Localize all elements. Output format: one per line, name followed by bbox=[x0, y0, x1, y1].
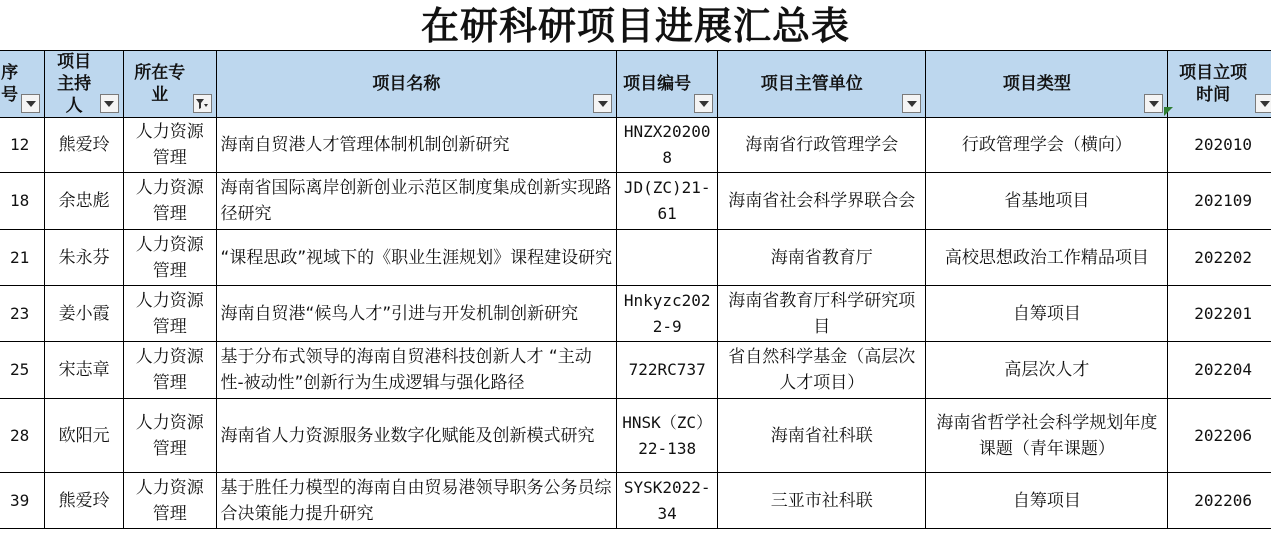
project-type-cell[interactable]: 行政管理学会（横向） bbox=[926, 118, 1168, 173]
date-cell[interactable]: 202204 bbox=[1168, 342, 1271, 399]
table-row bbox=[0, 473, 1271, 529]
leader-cell[interactable]: 欧阳元 bbox=[45, 399, 124, 473]
major-cell[interactable]: 人力资源管理 bbox=[123, 342, 216, 399]
row-id-cell[interactable]: 25 bbox=[0, 342, 45, 399]
row-id-cell[interactable]: 21 bbox=[0, 230, 45, 286]
table-body bbox=[0, 118, 1271, 529]
row-id-cell[interactable]: 23 bbox=[0, 286, 45, 342]
row-id-cell[interactable]: 18 bbox=[0, 173, 45, 230]
date-cell[interactable]: 202109 bbox=[1168, 173, 1271, 230]
dropdown-arrow-icon[interactable] bbox=[593, 94, 612, 113]
major-cell[interactable]: 人力资源管理 bbox=[123, 286, 216, 342]
major-cell[interactable]: 人力资源管理 bbox=[123, 230, 216, 286]
unit-cell[interactable]: 海南省教育厅科学研究项目 bbox=[718, 286, 926, 342]
column-header[interactable] bbox=[617, 51, 718, 118]
unit-cell[interactable]: 海南省社会科学界联合会 bbox=[718, 173, 926, 230]
project-code-cell[interactable]: HNSK（ZC）22-138 bbox=[617, 399, 718, 473]
leader-cell[interactable]: 姜小霞 bbox=[45, 286, 124, 342]
project-name-cell[interactable]: 基于分布式领导的海南自贸港科技创新人才 “主动性-被动性”创新行为生成逻辑与强化路径 bbox=[216, 342, 617, 399]
dropdown-arrow-icon[interactable] bbox=[1255, 94, 1271, 113]
project-type-cell[interactable]: 高校思想政治工作精品项目 bbox=[926, 230, 1168, 286]
column-header[interactable] bbox=[123, 51, 216, 118]
column-header[interactable] bbox=[718, 51, 926, 118]
column-header[interactable] bbox=[45, 51, 124, 118]
unit-cell[interactable]: 省自然科学基金（高层次人才项目） bbox=[718, 342, 926, 399]
column-header-label: 项目类型 bbox=[1002, 74, 1071, 94]
project-type-cell[interactable]: 高层次人才 bbox=[926, 342, 1168, 399]
project-type-cell[interactable]: 省基地项目 bbox=[926, 173, 1168, 230]
table-row bbox=[0, 286, 1271, 342]
leader-cell[interactable]: 熊爱玲 bbox=[45, 118, 124, 173]
column-header[interactable] bbox=[0, 51, 45, 118]
dropdown-arrow-icon[interactable] bbox=[21, 94, 40, 113]
leader-cell[interactable]: 熊爱玲 bbox=[45, 473, 124, 529]
column-header-label: 项目主持人 bbox=[57, 52, 92, 116]
project-name-cell[interactable]: “课程思政”视域下的《职业生涯规划》课程建设研究 bbox=[216, 230, 617, 286]
column-header-label: 项目名称 bbox=[372, 74, 441, 94]
column-header-label: 项目编号 bbox=[623, 74, 692, 94]
row-id-cell[interactable]: 39 bbox=[0, 473, 45, 529]
unit-cell[interactable]: 海南省社科联 bbox=[718, 399, 926, 473]
filter-active-icon[interactable] bbox=[193, 94, 212, 113]
column-header-label: 所在专业 bbox=[134, 63, 186, 105]
project-code-cell[interactable]: JD(ZC)21-61 bbox=[617, 173, 718, 230]
project-name-cell[interactable]: 海南自贸港“候鸟人才”引进与开发机制创新研究 bbox=[216, 286, 617, 342]
column-header[interactable] bbox=[1168, 51, 1271, 118]
row-id-cell[interactable]: 12 bbox=[0, 118, 45, 173]
project-name-cell[interactable]: 基于胜任力模型的海南自由贸易港领导职务公务员综合决策能力提升研究 bbox=[216, 473, 617, 529]
project-type-cell[interactable]: 自筹项目 bbox=[926, 286, 1168, 342]
project-code-cell[interactable] bbox=[617, 230, 718, 286]
project-name-cell[interactable]: 海南省人力资源服务业数字化赋能及创新模式研究 bbox=[216, 399, 617, 473]
unit-cell[interactable]: 海南省行政管理学会 bbox=[718, 118, 926, 173]
major-cell[interactable]: 人力资源管理 bbox=[123, 399, 216, 473]
table-row bbox=[0, 230, 1271, 286]
comment-indicator bbox=[1164, 107, 1173, 116]
column-header-label: 项目立项时间 bbox=[1179, 63, 1248, 105]
unit-cell[interactable]: 三亚市社科联 bbox=[718, 473, 926, 529]
project-code-cell[interactable]: HNZX202008 bbox=[617, 118, 718, 173]
major-cell[interactable]: 人力资源管理 bbox=[123, 473, 216, 529]
project-name-cell[interactable]: 海南自贸港人才管理体制机制创新研究 bbox=[216, 118, 617, 173]
dropdown-arrow-icon[interactable] bbox=[1144, 94, 1163, 113]
table-row bbox=[0, 173, 1271, 230]
dropdown-arrow-icon[interactable] bbox=[902, 94, 921, 113]
project-code-cell[interactable]: 722RC737 bbox=[617, 342, 718, 399]
major-cell[interactable]: 人力资源管理 bbox=[123, 118, 216, 173]
column-header[interactable] bbox=[926, 51, 1168, 118]
table-row bbox=[0, 399, 1271, 473]
column-header-label: 序号 bbox=[1, 63, 19, 105]
leader-cell[interactable]: 朱永芬 bbox=[45, 230, 124, 286]
dropdown-arrow-icon[interactable] bbox=[100, 94, 119, 113]
date-cell[interactable]: 202201 bbox=[1168, 286, 1271, 342]
project-code-cell[interactable]: Hnkyzc2022-9 bbox=[617, 286, 718, 342]
project-type-cell[interactable]: 自筹项目 bbox=[926, 473, 1168, 529]
leader-cell[interactable]: 宋志章 bbox=[45, 342, 124, 399]
date-cell[interactable]: 202202 bbox=[1168, 230, 1271, 286]
row-id-cell[interactable]: 28 bbox=[0, 399, 45, 473]
sheet-title: 在研科研项目进展汇总表 bbox=[420, 3, 850, 48]
project-type-cell[interactable]: 海南省哲学社会科学规划年度课题（青年课题） bbox=[926, 399, 1168, 473]
table-row bbox=[0, 342, 1271, 399]
project-name-cell[interactable]: 海南省国际离岸创新创业示范区制度集成创新实现路径研究 bbox=[216, 173, 617, 230]
column-header[interactable] bbox=[216, 51, 617, 118]
column-header-label: 项目主管单位 bbox=[760, 74, 863, 94]
header-row bbox=[0, 51, 1271, 118]
date-cell[interactable]: 202010 bbox=[1168, 118, 1271, 173]
date-cell[interactable]: 202206 bbox=[1168, 399, 1271, 473]
project-code-cell[interactable]: SYSK2022-34 bbox=[617, 473, 718, 529]
table-row bbox=[0, 118, 1271, 173]
project-table bbox=[0, 50, 1271, 529]
unit-cell[interactable]: 海南省教育厅 bbox=[718, 230, 926, 286]
dropdown-arrow-icon[interactable] bbox=[694, 94, 713, 113]
major-cell[interactable]: 人力资源管理 bbox=[123, 173, 216, 230]
leader-cell[interactable]: 余忠彪 bbox=[45, 173, 124, 230]
date-cell[interactable]: 202206 bbox=[1168, 473, 1271, 529]
